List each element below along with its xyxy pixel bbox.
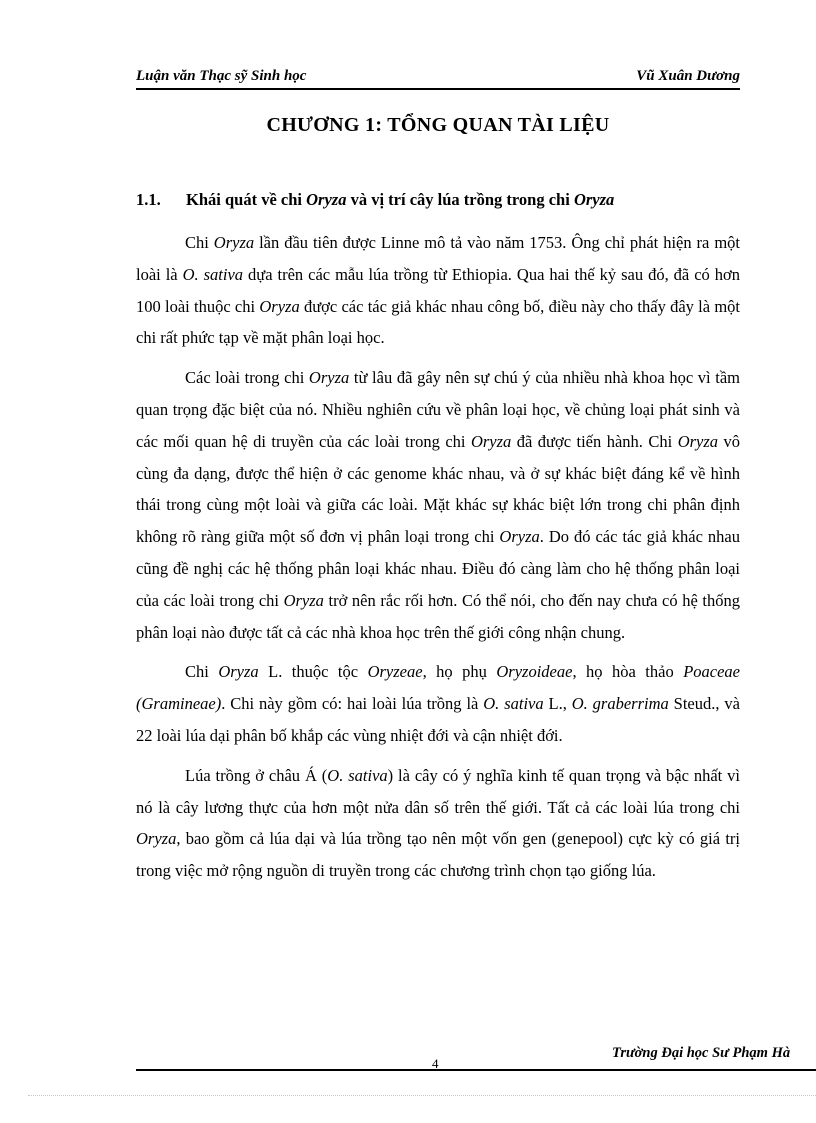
header-author-name: Vũ Xuân Dương	[636, 68, 740, 84]
page-number: 4	[432, 1056, 439, 1071]
page-header	[136, 66, 740, 90]
section-title-part: và vị trí cây lúa trồng trong chi	[346, 190, 574, 209]
section-title-part: Khái quát về chi	[186, 190, 307, 209]
footer-school-name: Trường Đại học Sư Phạm Hà	[612, 1045, 791, 1061]
chapter-title: CHƯƠNG 1: TỔNG QUAN TÀI LIỆU	[266, 114, 610, 136]
paragraph-3: Chi Oryza L. thuộc tộc Oryzeae, họ phụ Oryzoideae, họ hòa thảo Poaceae (Gramineae). Chi này gồm có: hai loài lúa trồng là O. sativa L., O. graberrima Steud., và 22 loài lúa dại phân bố khắp các vùng nhiệt đới và cận nhiệt đới.	[136, 662, 740, 745]
page-break-line	[28, 1095, 816, 1096]
section-title-genus: Oryza	[306, 190, 347, 209]
paragraph-2: Các loài trong chi Oryza từ lâu đã gây nên sự chú ý của nhiều nhà khoa học vì tầm quan trọng đặc biệt của nó. Nhiều nghiên cứu về phân loại học, về chủng loại phát sinh và các mối quan hệ di truyền của các loài trong chi Oryza đã được tiến hành. Chi Oryza vô cùng đa dạng, được thể hiện ở các genome khác nhau, và ở sự khác biệt đáng kể về hình thái trong cùng một loài và giữa các loài. Mặt khác sự khác biệt lớn trong chi phân định không rõ ràng giữa một số đơn vị phân loại trong chi Oryza. Do đó các tác giả khác nhau cũng đề nghị các hệ thống phân loại khác nhau. Điều đó càng làm cho hệ thống phân loại của các loài trong chi Oryza trở nên rắc rối hơn. Có thể nói, cho đến nay chưa có hệ thống phân loại nào được tất cả các nhà khoa học trên thế giới công nhận chung.	[136, 368, 740, 642]
section-title-genus: Oryza	[573, 190, 615, 209]
paragraph-1: Chi Oryza lần đầu tiên được Linne mô tả vào năm 1753. Ông chỉ phát hiện ra một loài là O. sativa dựa trên các mẫu lúa trồng từ Ethiopia. Qua hai thế kỷ sau đó, đã có hơn 100 loài thuộc chi Oryza được các tác giả khác nhau công bố, điều này cho thấy đây là một chi rất phức tạp về mặt phân loại học.	[136, 233, 740, 348]
section-heading	[136, 190, 614, 210]
header-thesis-title: Luận văn Thạc sỹ Sinh học	[136, 68, 307, 84]
section-number: 1.1.	[136, 190, 161, 209]
paragraph-4: Lúa trồng ở châu Á (O. sativa) là cây có ý nghĩa kinh tế quan trọng và bậc nhất vì nó là cây lương thực của hơn một nửa dân số trên thế giới. Tất cả các loài lúa trong chi Oryza, bao gồm cả lúa dại và lúa trồng tạo nên một vốn gen (genepool) cực kỳ có giá trị trong việc mở rộng nguồn di truyền trong các chương trình chọn tạo giống lúa.	[136, 765, 740, 881]
footer-rule	[136, 1069, 816, 1071]
body-text	[136, 227, 740, 887]
